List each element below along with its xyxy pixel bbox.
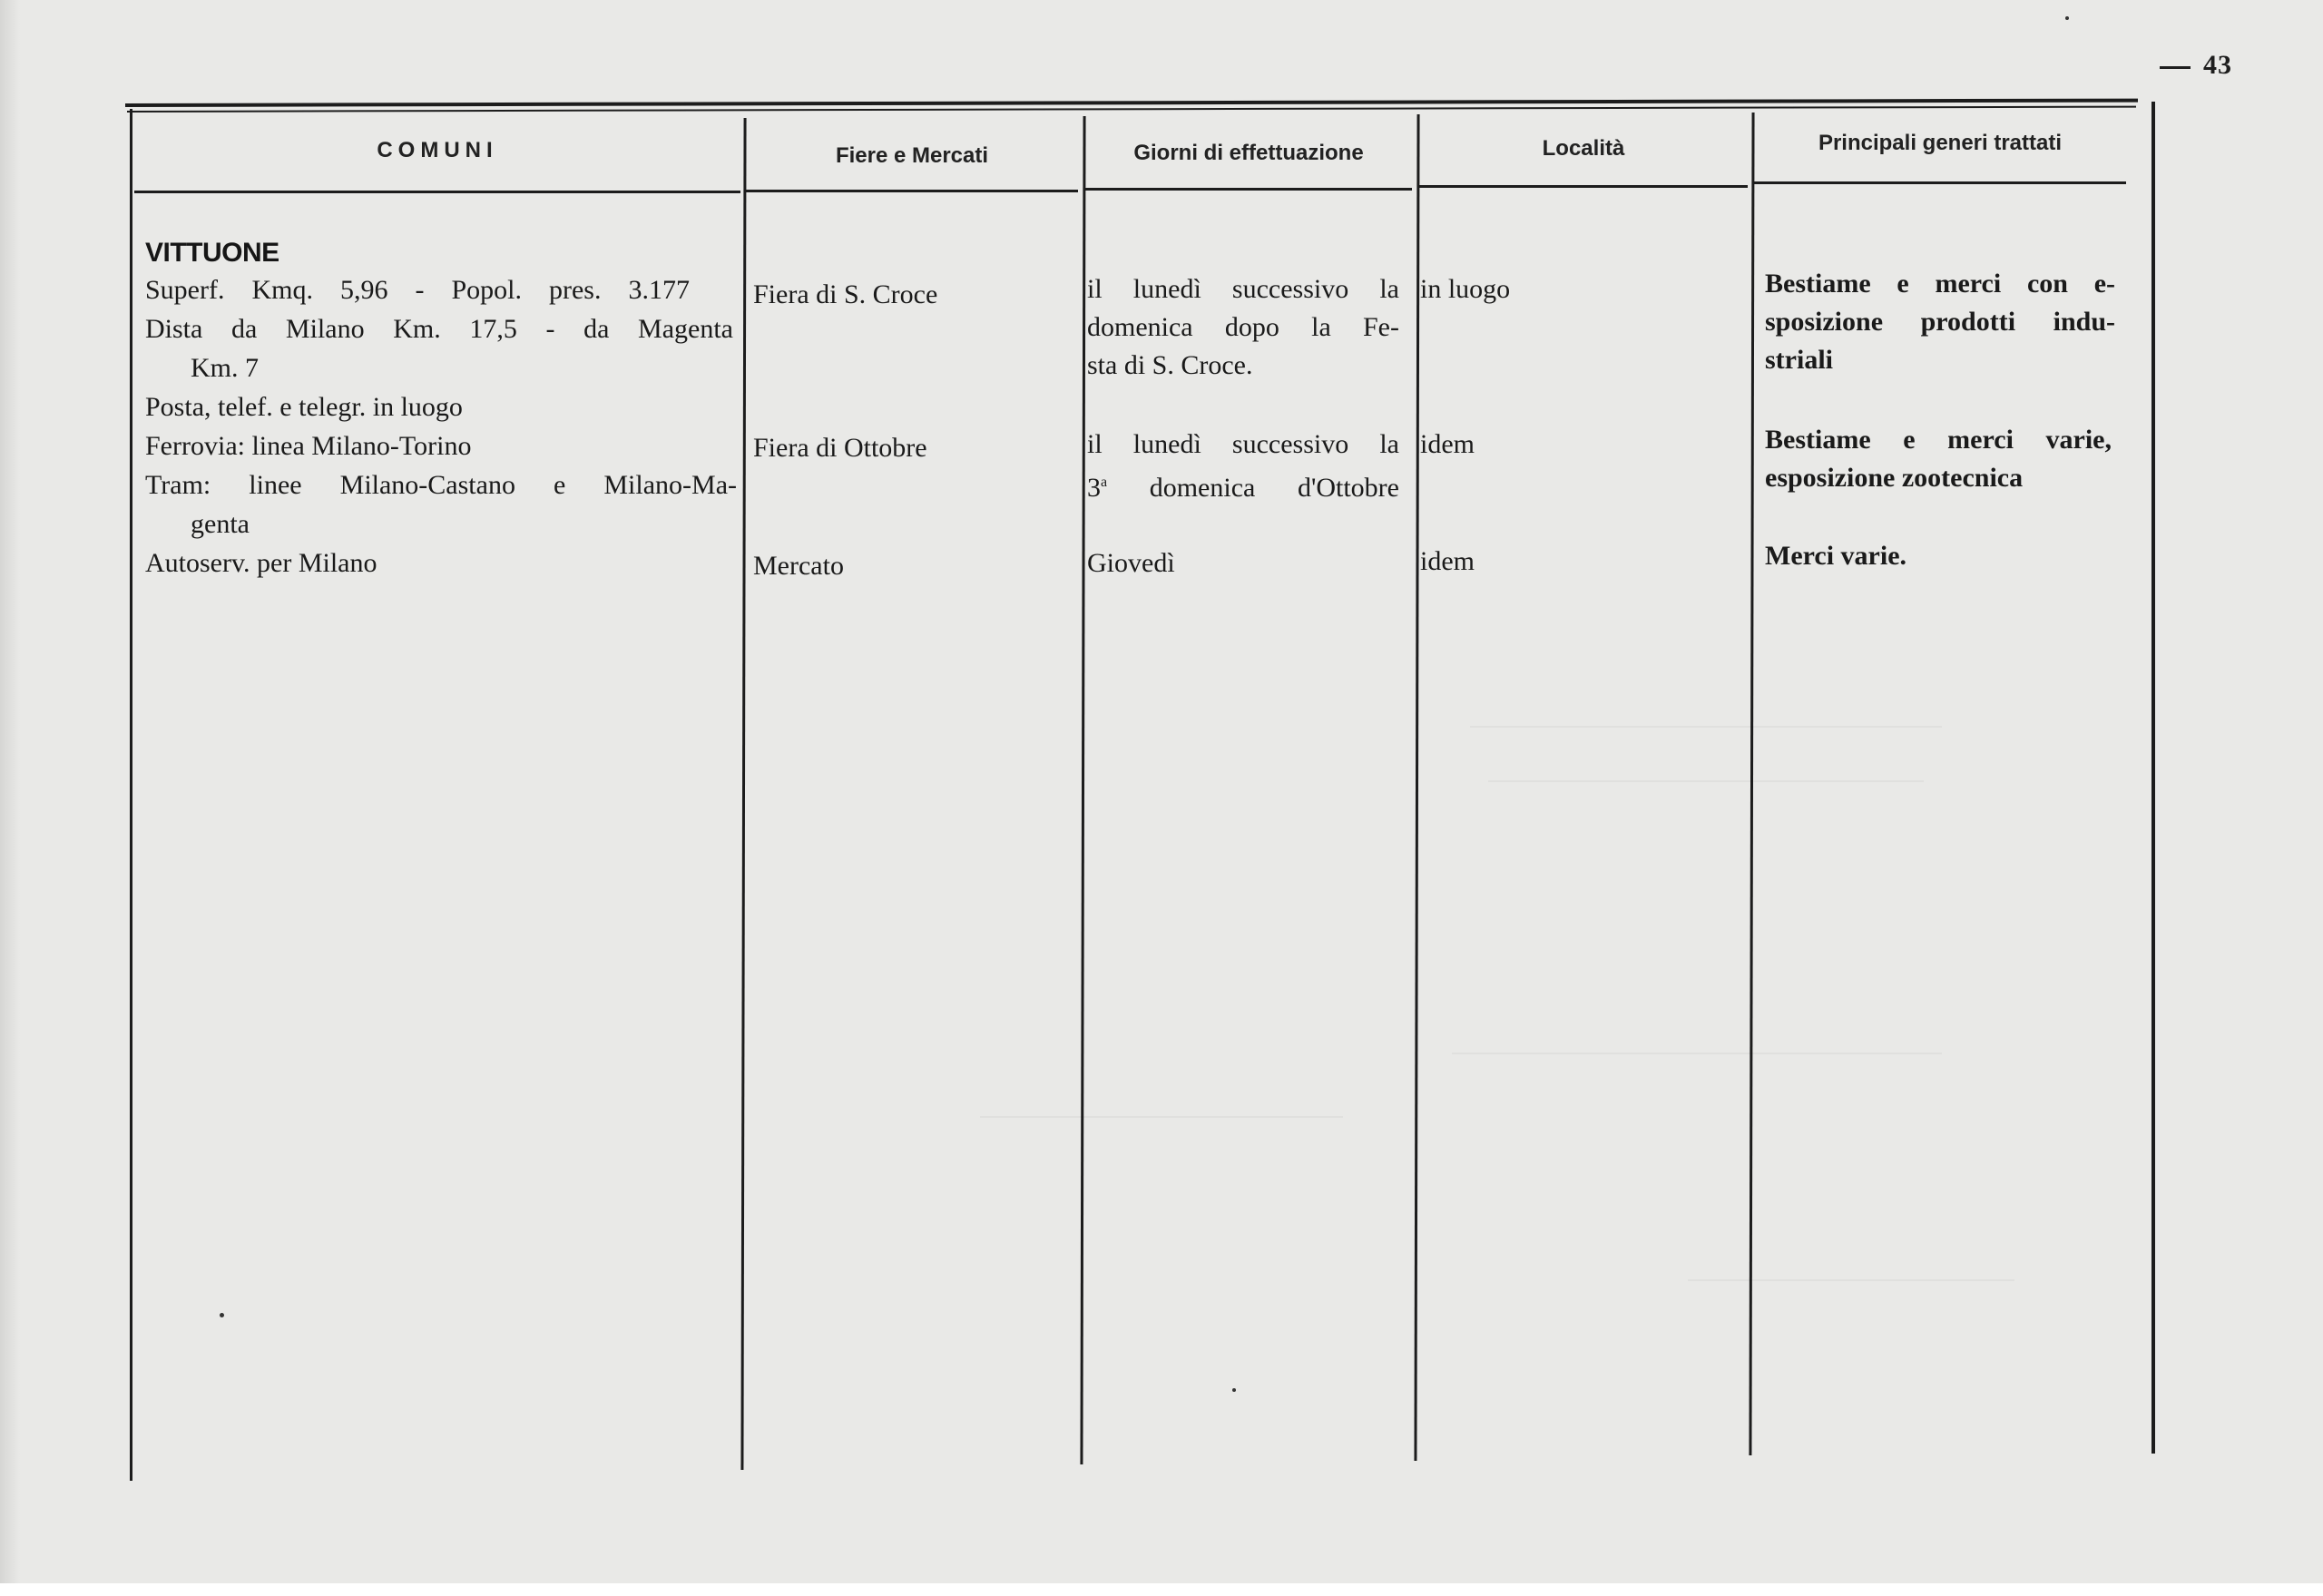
localita-value: idem [1420, 429, 1475, 459]
giorni-line: il lunedì successivo la [1087, 274, 1399, 304]
header-underline [1419, 185, 1748, 188]
page-number-dash [2160, 66, 2191, 69]
comune-distanza-cont: Km. 7 [191, 353, 259, 383]
show-through-mark [980, 1116, 1343, 1118]
comune-name: VITTUONE [145, 238, 279, 268]
paper-speck [1232, 1388, 1236, 1392]
generi-line: Bestiame e merci con e- [1765, 269, 2115, 299]
column-header-localita: Località [1542, 136, 1625, 161]
header-underline [1754, 181, 2126, 184]
giorni-line: domenica dopo la Fe- [1087, 312, 1399, 342]
column-divider [1414, 114, 1419, 1461]
column-header-fiere: Fiere e Mercati [835, 143, 989, 168]
generi-line: striali [1765, 345, 1833, 375]
giorni-entry [1087, 270, 1399, 385]
column-divider [740, 118, 746, 1470]
show-through-mark [1488, 780, 1924, 782]
fiera-name: Fiera di S. Croce [753, 279, 938, 309]
comune-info-list [145, 270, 737, 583]
giorni-entry [1087, 426, 1399, 507]
comune-ferrovia: Ferrovia: linea Milano-Torino [145, 431, 472, 461]
generi-entry [1765, 265, 2115, 379]
giorni-entry [1087, 544, 1175, 583]
generi-line: Bestiame e merci varie, [1765, 425, 2112, 455]
page-number [2160, 50, 2232, 81]
giorni-line: sta di S. Croce. [1087, 350, 1253, 380]
paper-speck [220, 1313, 224, 1317]
comune-distanza: Dista da Milano Km. 17,5 - da Magenta [145, 314, 733, 344]
table-right-rule [2151, 102, 2155, 1454]
column-divider [1749, 113, 1754, 1455]
column-header-generi: Principali generi trattati [1818, 131, 2063, 155]
giorni-line: Giovedì [1087, 548, 1175, 578]
show-through-mark [1470, 726, 1942, 728]
giorni-line: il lunedì successivo la [1087, 429, 1399, 459]
show-through-mark [1452, 1053, 1942, 1054]
generi-line: Merci varie. [1765, 541, 1907, 571]
fiera-name: Fiera di Ottobre [753, 433, 927, 463]
header-underline [746, 190, 1078, 192]
generi-line: sposizione prodotti indu- [1765, 307, 2115, 337]
localita-value: idem [1420, 546, 1475, 576]
comune-superficie: Superf. Kmq. 5,96 - Popol. pres. 3.177 [145, 275, 690, 305]
page-number-value: 43 [2203, 50, 2232, 80]
comune-tram-cont: genta [191, 509, 250, 539]
fiera-name: Mercato [753, 551, 844, 581]
column-header-comuni: COMUNI [377, 138, 498, 162]
table-top-rule-inner [127, 106, 2136, 113]
generi-line: esposizione zootecnica [1765, 463, 2024, 493]
column-divider [1080, 116, 1085, 1464]
giorni-line: 3$^a$ domenica d'Ottobre [1087, 473, 1399, 503]
comune-tram: Tram: linee Milano-Castano e Milano-Ma- [145, 470, 737, 500]
show-through-mark [1688, 1279, 2014, 1281]
comune-autoserv: Autoserv. per Milano [145, 548, 377, 578]
header-underline [1085, 188, 1412, 191]
generi-entry [1765, 421, 2112, 497]
table-left-rule [130, 109, 132, 1481]
comune-posta: Posta, telef. e telegr. in luogo [145, 392, 463, 422]
paper-speck [2065, 16, 2069, 20]
column-header-giorni: Giorni di effettuazione [1133, 141, 1364, 165]
generi-entry [1765, 537, 1906, 575]
localita-value: in luogo [1420, 274, 1511, 304]
header-underline [134, 191, 740, 193]
